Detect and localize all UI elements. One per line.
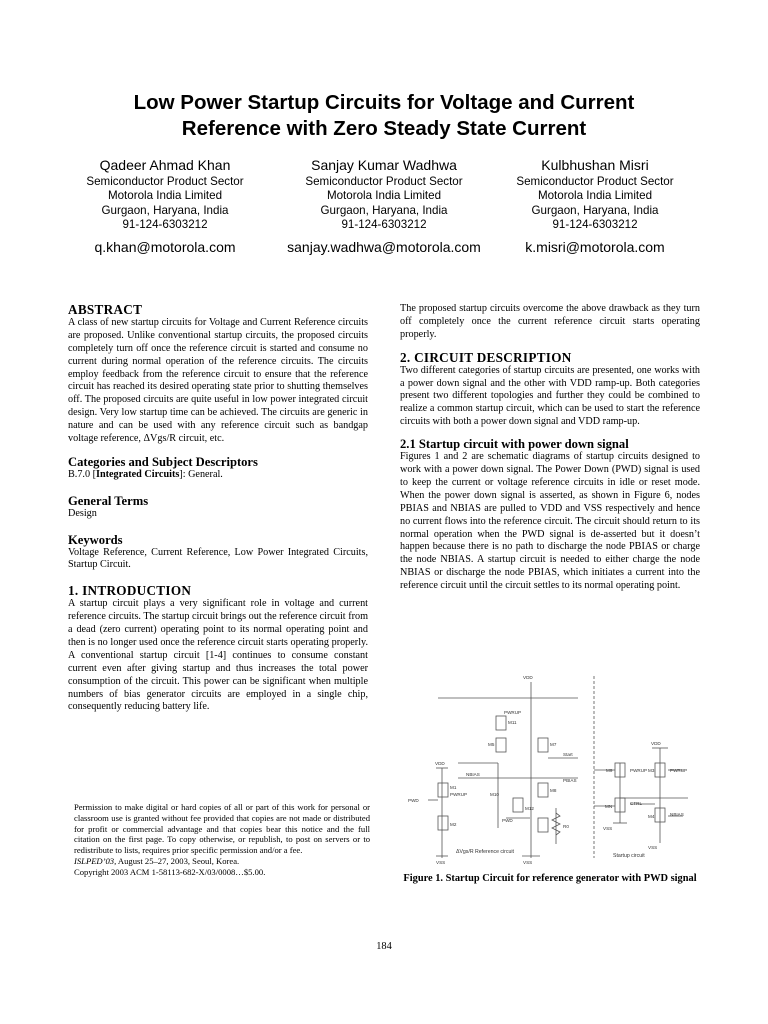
author-company: Motorola India Limited (326, 189, 442, 203)
author-city: Gurgaon, Haryana, India (101, 203, 229, 217)
label-mn: MN (605, 804, 613, 809)
intro-text: A startup circuit plays a very significant role in voltage and current reference circuits. The startup circuit brings out the reference circuit from a dead (zero current) operating point to its normal operating point and then is no longer used once the reference circuit starts operating properly. A conventional startup circuit [1-4] continues to consume constant current even after giving startup and thus increases the total power consumption of the circuit. This power can be significant when multiple numbers of bias generator circuits are employed in a single chip, consequently reducing battery life. (68, 598, 368, 713)
keywords-text: Voltage Reference, Current Reference, Low Power Integrated Circuits, Startup Circuit. (68, 546, 368, 571)
intro-heading: 1. INTRODUCTION (68, 583, 192, 599)
label-m1: M1 (450, 785, 457, 790)
general-terms-text: Design (68, 507, 97, 519)
author-phone: 91-124-6303212 (341, 217, 427, 231)
label-vdd-right: VDD (651, 741, 661, 746)
author-company: Motorola India Limited (107, 189, 223, 203)
label-m9: M9 (606, 768, 613, 773)
author-company: Motorola India Limited (537, 189, 653, 203)
abstract-heading: ABSTRACT (68, 302, 143, 317)
right-intro-text: The proposed startup circuits overcome the above drawback as they turn off completely once the current reference circuit starts operating properly. (400, 303, 700, 340)
keywords-heading: Keywords (68, 532, 123, 547)
label-reference-circuit: ΔVgs/R Reference circuit (456, 849, 514, 855)
author-email[interactable]: sanjay.wadhwa@motorola.com (287, 239, 481, 256)
abstract-text: A class of new startup circuits for Voltage and Current Reference circuits are proposed. Unlike conventional startup circuits, the proposed circuits completely turn off once the reference circuit is started and consume no current during normal operation of the reference circuits. The circuits employ feedback from the reference circuit to ensure that the reference circuit has reached its desired operating state prior to shutting themselves off. The proposed circuits are quite useful in low power integrated circuit design. Very low startup time can be achieved. The circuits are generic in nature and can be used with any reference circuit such as bandgap voltage reference, ΔVgs/R circuit, etc. (68, 316, 368, 445)
section-2-1-text: Figures 1 and 2 are schematic diagrams of startup circuits designed to work with a power down signal. The Power Down (PWD) signal is used to keep the current or voltage reference circuits in idle or reset mode. When the power down signal is asserted, as shown in Figure 6, nodes PBIAS and NBIAS are pulled to VDD and VSS respectively and hence no current flows into the reference circuit. The circuit should return to its normal operation when the PWD signal is de-asserted but it doesn’t happen because there is no path to discharge the node PBIAS or charge the node NBIAS. A startup circuit is needed to either charge the node NBIAS or discharge the node PBIAS, which initiates a current into the reference circuit until the circuit settles to its normal operating point. (400, 451, 700, 592)
figure-1-schematic (398, 668, 702, 866)
section-2-1-heading: 2.1 Startup circuit with power down signal (400, 437, 629, 452)
author-block-2 (269, 156, 499, 256)
copyright-line: Copyright 2003 ACM 1-58113-682-X/03/0008…$5.00. (74, 866, 266, 877)
author-email[interactable]: k.misri@motorola.com (525, 239, 665, 256)
label-m12: M12 (525, 806, 534, 811)
label-pwrup-top: PWRUP (504, 710, 522, 715)
label-m11: M11 (508, 720, 517, 725)
author-name: Sanjay Kumar Wadhwa (311, 157, 457, 173)
author-block-1 (50, 156, 280, 256)
author-name: Qadeer Ahmad Khan (99, 157, 231, 173)
label-ctrl: CTRL (630, 801, 642, 806)
label-vdd-top: VDD (523, 675, 533, 680)
label-m7: M7 (550, 742, 557, 747)
categories-suffix: ]: General. (179, 468, 223, 480)
right-column (400, 303, 700, 593)
label-m3: M3 (648, 768, 655, 773)
label-pbias: PBIAS (563, 778, 577, 783)
label-pwrup-r2: PWRUP (670, 768, 688, 773)
circuit-description-text: Two different categories of startup circuits are presented, one works with a power down signal and the other with VDD ramp-up. Both categories present two different topologies and further they could be combined to realize a common startup circuit, which can be used to start the reference circuits with both a power down signal and VDD ramp-up. (400, 364, 700, 428)
label-m2: M2 (450, 822, 457, 827)
label-nbias-left: NBIAS (466, 772, 480, 777)
left-column (68, 304, 368, 714)
categories-prefix: B.7.0 [ (68, 468, 97, 480)
label-startup-circuit: Startup circuit (613, 853, 645, 859)
label-m10: M10 (490, 792, 499, 797)
figure-1-caption: Figure 1. Startup Circuit for reference generator with PWD signal (403, 873, 697, 884)
page-number: 184 (376, 941, 392, 952)
author-affiliation: Semiconductor Product Sector (516, 175, 674, 188)
label-start: Start (563, 752, 573, 757)
permission-notice (74, 802, 370, 878)
label-pwd-mid: PWD (502, 818, 513, 823)
author-city: Gurgaon, Haryana, India (320, 203, 448, 217)
author-affiliation: Semiconductor Product Sector (86, 175, 244, 188)
categories-text (68, 469, 368, 482)
categories-bold: Integrated Circuits (96, 468, 180, 480)
label-r0: R0 (563, 824, 569, 829)
venue-name: ISLPED’03, (74, 855, 117, 866)
venue-details: August 25–27, 2003, Seoul, Korea. (116, 855, 240, 866)
label-m4: M4 (648, 814, 655, 819)
label-pwrup-left: PWRUP (450, 792, 468, 797)
author-city: Gurgaon, Haryana, India (531, 203, 659, 217)
circuit-description-heading: 2. CIRCUIT DESCRIPTION (400, 349, 572, 365)
label-nbias-right: NBIAS (670, 812, 684, 817)
label-vss-mid: VSS (523, 860, 533, 865)
author-phone: 91-124-6303212 (552, 217, 638, 231)
author-affiliation: Semiconductor Product Sector (305, 175, 463, 188)
label-pwrup-r1: PWRUP (630, 768, 648, 773)
general-terms-heading: General Terms (68, 493, 149, 508)
permission-text: Permission to make digital or hard copies of all or part of this work for personal or classroom use is granted without fee provided that copies are not made or distributed for profit or commercial advantage and that copies bear this notice and the full citation on the first page. To copy otherwise, or republish, to post on servers or to redistribute to lists, requires prior specific permission and/or a fee. (74, 802, 370, 856)
author-name: Kulbhushan Misri (541, 157, 649, 173)
categories-heading: Categories and Subject Descriptors (68, 454, 258, 469)
venue-line (74, 856, 370, 867)
author-block-3 (480, 156, 710, 256)
paper-title (40, 90, 728, 142)
title-line-1: Low Power Startup Circuits for Voltage and Current (133, 91, 635, 114)
label-vss-right: VSS (603, 826, 613, 831)
author-email[interactable]: q.khan@motorola.com (94, 239, 236, 256)
label-vss-left: VSS (436, 860, 446, 865)
label-m5: M5 (488, 742, 495, 747)
label-vss-startup: VSS (648, 845, 658, 850)
author-phone: 91-124-6303212 (122, 217, 208, 231)
label-m8: M8 (550, 788, 557, 793)
label-pwd-left: PWD (408, 798, 419, 803)
label-vdd-left: VDD (435, 761, 445, 766)
title-line-2: Reference with Zero Steady State Current (181, 117, 587, 140)
